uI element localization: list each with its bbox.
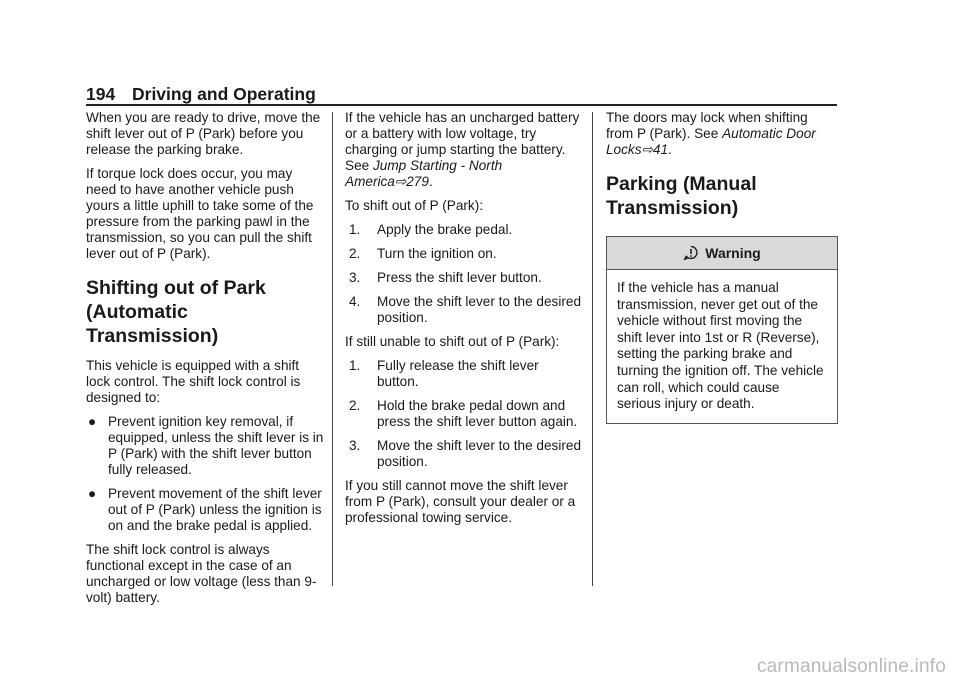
section-heading: Parking (Manual Transmission) — [606, 173, 757, 219]
arrow-icon: ⇨ — [394, 174, 407, 189]
step-number: 4. — [349, 294, 361, 309]
step-item — [345, 294, 583, 326]
warning-title: Warning — [705, 245, 761, 261]
step-text: Move the shift lever to the desired position. — [377, 294, 582, 325]
step-text: Hold the brake pedal down and press the shift lever button again. — [377, 398, 578, 429]
bullet-icon: ● — [88, 414, 97, 429]
column-divider-1 — [332, 112, 333, 586]
column-3 — [606, 110, 838, 424]
step-text: Turn the ignition on. — [377, 246, 497, 261]
warning-header — [607, 237, 837, 270]
step-number: 1. — [349, 222, 361, 237]
section-title: Driving and Operating — [132, 84, 316, 104]
paragraph — [345, 110, 583, 190]
step-number: 3. — [349, 438, 361, 453]
step-item — [345, 438, 583, 470]
step-item — [345, 246, 583, 262]
page-header — [86, 84, 316, 105]
column-divider-2 — [592, 112, 593, 586]
step-item — [345, 398, 583, 430]
text-run: If the vehicle has an uncharged battery or a battery with low voltage, try charging or jump starting the battery. See — [345, 110, 580, 173]
step-number: 1. — [349, 358, 361, 373]
step-number: 2. — [349, 398, 361, 413]
column-2 — [345, 110, 583, 534]
step-number: 3. — [349, 270, 361, 285]
header-rule — [86, 104, 837, 106]
paragraph: If torque lock does occur, you may need to have another vehicle push yours a little uphill to take some of the pressure from the parking pawl in the transmission, so you can pull the shift lever out of P (Park). — [86, 166, 314, 261]
bullet-item — [86, 414, 324, 478]
warning-box — [606, 236, 838, 424]
text-run: . — [668, 142, 672, 157]
page-number: 194 — [86, 84, 116, 104]
bullet-text: Prevent movement of the shift lever out of P (Park) unless the ignition is on and the brake pedal is applied. — [108, 486, 322, 533]
page-ref[interactable]: 279 — [406, 174, 429, 189]
step-text: Press the shift lever button. — [377, 270, 542, 285]
step-item — [345, 358, 583, 390]
step-number: 2. — [349, 246, 361, 261]
step-text: Fully release the shift lever button. — [377, 358, 539, 389]
paragraph — [606, 110, 838, 158]
paragraph: The shift lock control is always functional except in the case of an uncharged or low voltage (less than 9-volt) battery. — [86, 542, 317, 605]
text-run: The doors may lock when shifting from P (Park). See — [606, 110, 808, 141]
cross-reference-link[interactable]: Jump Starting - North America — [345, 158, 503, 189]
step-text: Move the shift lever to the desired position. — [377, 438, 582, 469]
column-1 — [86, 110, 324, 614]
warning-text: If the vehicle has a manual transmission, never get out of the vehicle without first moving the shift lever into 1st or R (Reverse), setting the parking brake and turning the ignition off. The vehicle can roll, which could cause serious injury or death. — [617, 280, 824, 412]
paragraph: If you still cannot move the shift lever from P (Park), consult your dealer or a professional towing service. — [345, 478, 576, 525]
warning-icon — [683, 245, 699, 261]
paragraph: When you are ready to drive, move the shift lever out of P (Park) before you release the parking brake. — [86, 110, 321, 157]
paragraph: If still unable to shift out of P (Park): — [345, 334, 560, 349]
step-text: Apply the brake pedal. — [377, 222, 513, 237]
text-run: . — [428, 174, 433, 189]
arrow-icon: ⇨ — [641, 142, 653, 157]
paragraph: To shift out of P (Park): — [345, 198, 484, 213]
step-item — [345, 270, 583, 286]
bullet-item — [86, 486, 324, 534]
section-heading: Shifting out of Park (Automatic Transmission) — [86, 277, 266, 347]
bullet-text: Prevent ignition key removal, if equipped, unless the shift lever is in P (Park) with the shift lever button fully released. — [108, 414, 324, 477]
cross-reference-link[interactable]: Automatic Door Locks — [606, 126, 816, 157]
page-ref[interactable]: 41 — [652, 142, 669, 157]
step-item — [345, 222, 583, 238]
watermark: carmanualsonline.info — [756, 656, 946, 677]
paragraph: This vehicle is equipped with a shift lock control. The shift lock control is designed to: — [86, 358, 301, 405]
bullet-icon: ● — [88, 486, 97, 501]
